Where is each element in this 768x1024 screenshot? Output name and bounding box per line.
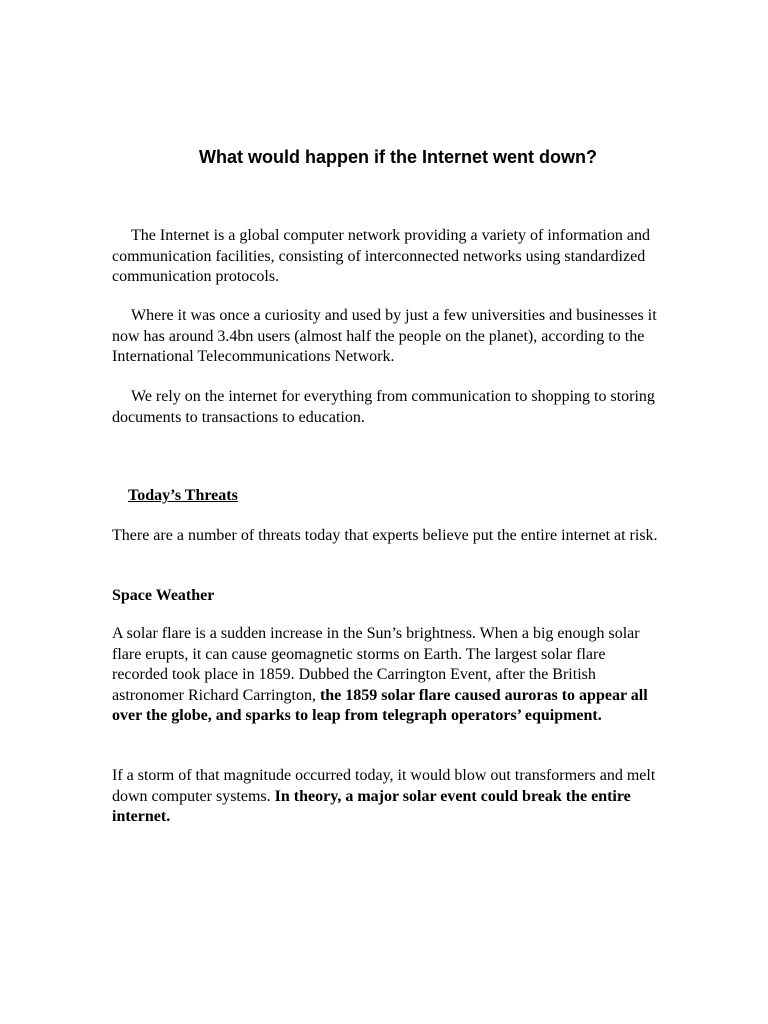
- solar-flare-bold-text: the 1859 solar flare caused auroras to appear all over the globe, and sparks to leap from telegraph operators’ equipment.: [112, 686, 648, 724]
- internet-term: The Internet: [131, 227, 210, 244]
- space-weather-heading: Space Weather: [112, 587, 215, 604]
- reliance-paragraph: We rely on the internet for everything from communication to shopping to storing documents to transactions to education.: [112, 388, 655, 426]
- solar-flare-text: A solar flare is a sudden increase in the Sun’s brightness. When a big enough solar flare erupts, it can cause geomagnetic storms on Earth. The largest solar flare recorded took place in 1859. Dubbed the Carrington Event, after the British astronomer Richard Carrington,: [112, 625, 640, 704]
- page-title: What would happen if the Internet went down?: [199, 147, 597, 167]
- storm-paragraph: [112, 766, 662, 828]
- intro-paragraph: [112, 226, 662, 288]
- history-paragraph: Where it was once a curiosity and used by just a few universities and businesses it now has around 3.4bn users (almost half the people on the planet), according to the International Telecommunications Network.: [112, 307, 657, 365]
- storm-text: If a storm of that magnitude occurred today, it would blow out transformers and melt down computer systems.: [112, 767, 656, 805]
- storm-bold-text: In theory, a major solar event could break the entire internet.: [112, 787, 631, 825]
- intro-text: is a global computer network providing a variety of information and communication facilities, consisting of interconnected networks using standardized communication protocols.: [112, 227, 650, 285]
- threats-heading: Today’s Threats: [128, 487, 238, 504]
- solar-flare-paragraph: [112, 624, 662, 727]
- threats-intro-paragraph: There are a number of threats today that experts believe put the entire internet at risk.: [112, 527, 658, 544]
